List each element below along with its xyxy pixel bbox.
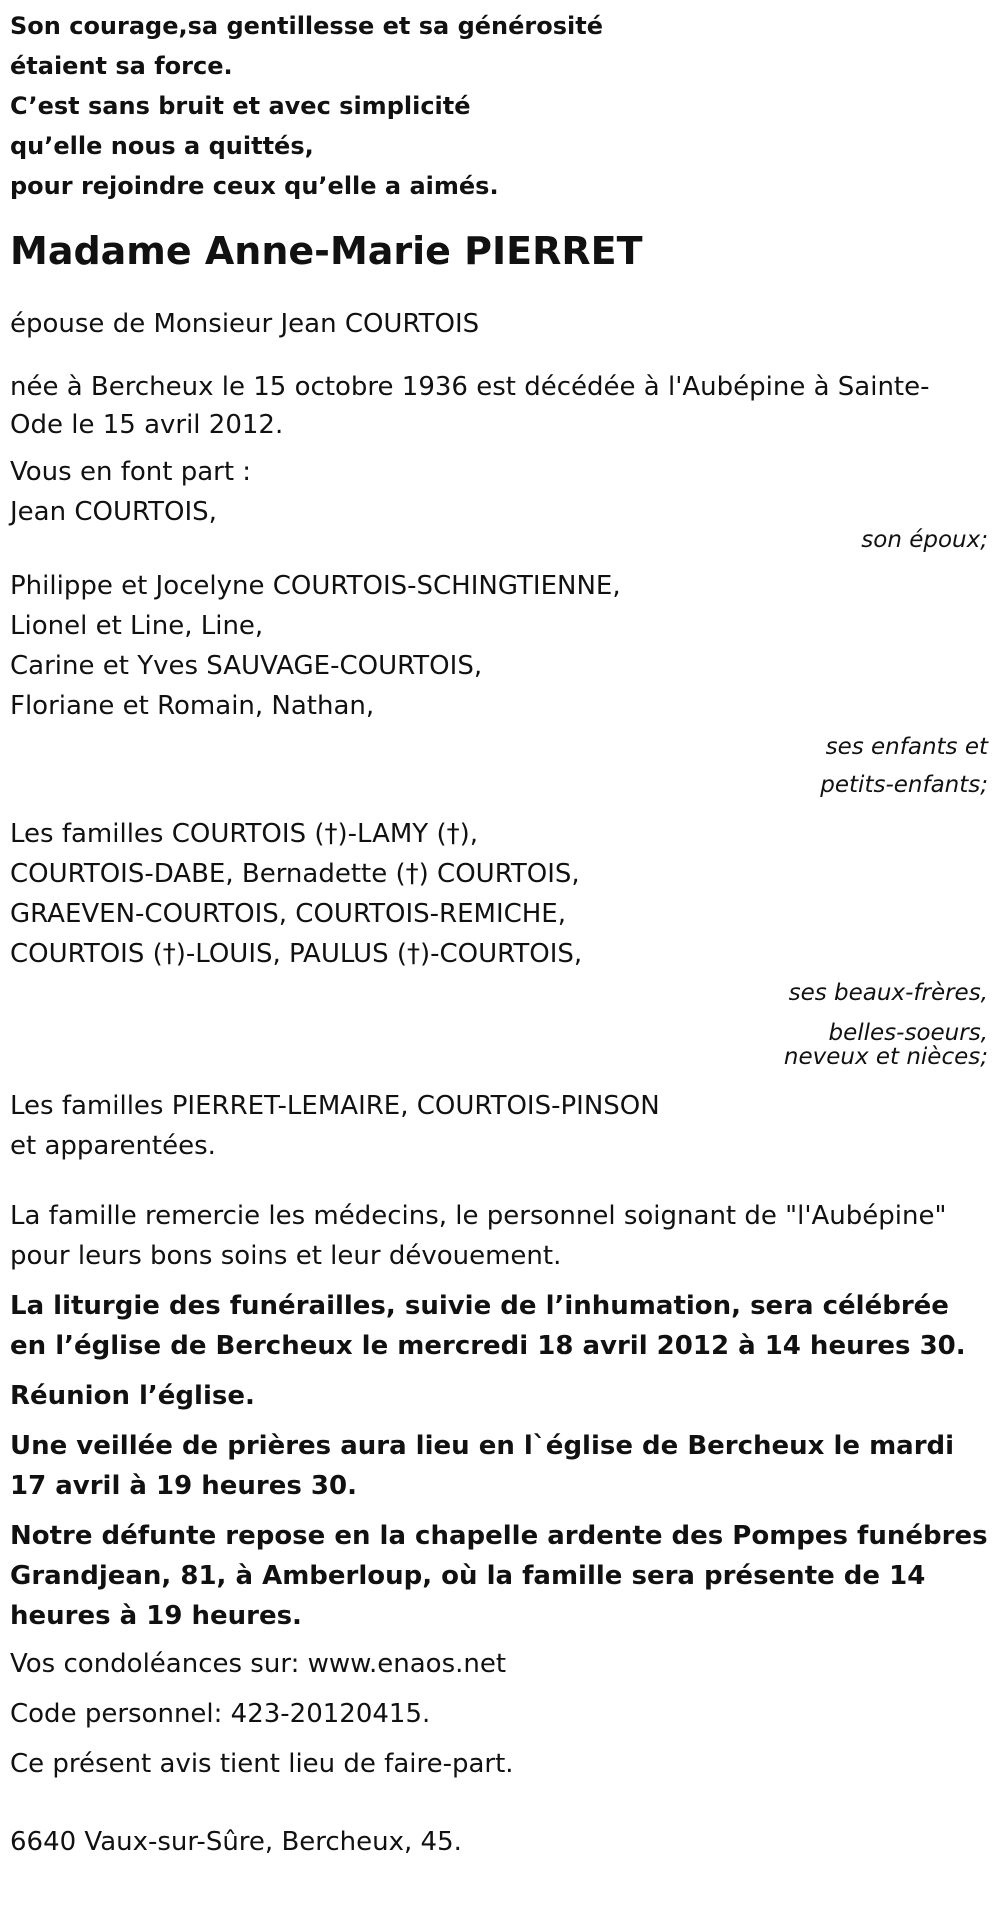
poem-line: Son courage,sa gentillesse et sa générosité — [10, 12, 603, 40]
husband-block — [10, 492, 990, 554]
child-line: Floriane et Romain, Nathan, — [10, 691, 375, 721]
inlaw-line: GRAEVEN-COURTOIS, COURTOIS-REMICHE, — [10, 899, 567, 929]
poem-line: pour rejoindre ceux qu’elle a aimés. — [10, 172, 499, 200]
personal-code: Code personnel: 423-20120415. — [10, 1699, 431, 1729]
thanks: La famille remercie les médecins, le personnel soignant de "l'Aubépine" pour leurs bons soins et leur dévouement. — [10, 1201, 947, 1271]
inlaw-line: Les familles COURTOIS (†)-LAMY (†), — [10, 819, 478, 849]
address: 6640 Vaux-sur-Sûre, Bercheux, 45. — [10, 1827, 462, 1857]
announce: Vous en font part : — [10, 457, 252, 487]
deceased-name: Madame Anne-Marie PIERRET — [10, 229, 643, 273]
spouse-line: épouse de Monsieur Jean COURTOIS — [10, 309, 480, 339]
inlaws-role: neveux et nièces; — [783, 1044, 988, 1070]
vigil: Une veillée de prières aura lieu en l`église de Bercheux le mardi 17 avril à 19 heures 30. — [10, 1431, 955, 1501]
children-role: petits-enfants; — [820, 772, 988, 798]
notice: Ce présent avis tient lieu de faire-part. — [10, 1749, 514, 1779]
liturgy: La liturgie des funérailles, suivie de l’inhumation, sera célébrée en l’église de Bercheux le mercredi 18 avril 2012 à 14 heures 30. — [10, 1291, 966, 1361]
child-line: Carine et Yves SAUVAGE-COURTOIS, — [10, 651, 483, 681]
condolences: Vos condoléances sur: www.enaos.net — [10, 1649, 507, 1679]
birth-death: née à Bercheux le 15 octobre 1936 est décédée à l'Aubépine à Sainte-Ode le 15 avril 2012. — [10, 372, 930, 440]
inlaws-role: belles-soeurs, — [828, 1020, 988, 1046]
husband-role: son époux; — [861, 527, 988, 553]
child-line: Lionel et Line, Line, — [10, 611, 264, 641]
families-line: Les familles PIERRET-LEMAIRE, COURTOIS-PINSON — [10, 1091, 660, 1121]
inlaw-line: COURTOIS-DABE, Bernadette (†) COURTOIS, — [10, 859, 580, 889]
children-block — [10, 566, 990, 804]
families-block — [10, 1086, 990, 1166]
inlaws-role: ses beaux-frères, — [788, 980, 988, 1006]
inlaws-block — [10, 814, 990, 1070]
children-role: ses enfants et — [825, 734, 988, 760]
poem-line: étaient sa force. — [10, 52, 233, 80]
inlaw-line: COURTOIS (†)-LOUIS, PAULUS (†)-COURTOIS, — [10, 939, 583, 969]
husband-name: Jean COURTOIS, — [10, 497, 217, 527]
meeting: Réunion l’église. — [10, 1381, 255, 1411]
poem — [10, 0, 990, 206]
families-line: et apparentées. — [10, 1131, 216, 1161]
poem-line: C’est sans bruit et avec simplicité — [10, 92, 471, 120]
poem-line: qu’elle nous a quittés, — [10, 132, 314, 160]
rest: Notre défunte repose en la chapelle ardente des Pompes funébres Grandjean, 81, à Amberloup, où la famille sera présente de 14 heures à 19 heures. — [10, 1521, 988, 1631]
child-line: Philippe et Jocelyne COURTOIS-SCHINGTIENNE, — [10, 571, 621, 601]
